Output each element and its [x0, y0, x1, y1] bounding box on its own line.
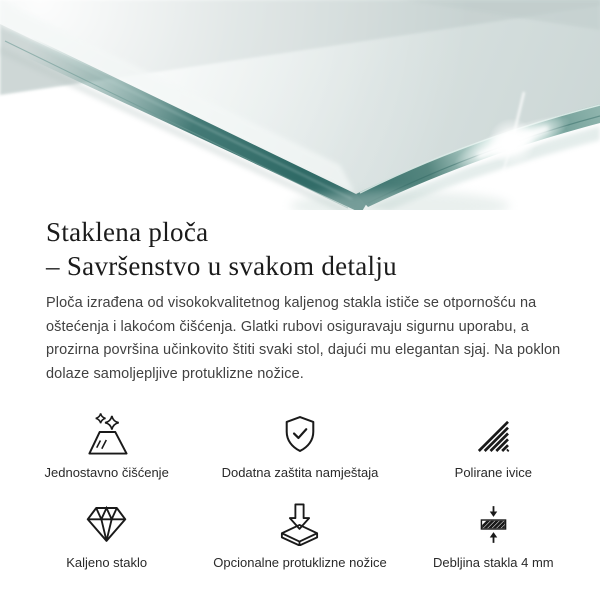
product-image — [0, 0, 600, 210]
feature-label: Dodatna zaštita namještaja — [221, 465, 379, 480]
product-description: Ploča izrađena od visokokvalitetnog kaljenog stakla ističe se otpornošću na oštećenja i lakoćom čišćenja. Glatki rubovi osiguravaju sigurnu uporabu, a prozirna površina učinkovito štiti svaki stol, dajući mu elegantan sjaj. Na poklon dolaze samoljepljive protuklizne nožice. — [46, 295, 561, 382]
features-grid — [0, 408, 600, 572]
anti-slip-feet-icon — [276, 499, 323, 546]
feature-label: Debljina stakla 4 mm — [432, 555, 554, 570]
feature-label: Polirane ivice — [454, 465, 532, 480]
feature-label: Opcionalne protuklizne nožice — [213, 555, 387, 570]
page-title — [0, 215, 600, 283]
product-info-section — [0, 215, 600, 572]
feature-item-polished-edges — [397, 408, 590, 482]
feature-label: Kaljeno staklo — [66, 555, 148, 570]
feature-item-easy-cleaning — [10, 408, 203, 482]
title-line-1: Staklena ploča — [46, 217, 209, 247]
title-line-2: – Savršenstvo u svakom detalju — [46, 251, 397, 281]
feature-item-glass-thickness — [397, 498, 590, 572]
feature-item-tempered-glass — [10, 498, 203, 572]
feature-item-furniture-protection — [203, 408, 396, 482]
glass-thickness-icon — [472, 503, 515, 546]
sparkle-clean-icon — [83, 411, 130, 456]
feature-item-anti-slip-feet — [203, 498, 396, 572]
feature-label: Jednostavno čišćenje — [44, 465, 169, 480]
polished-edges-icon — [473, 416, 513, 456]
glass-panel-illustration — [0, 0, 600, 210]
diamond-icon — [84, 501, 129, 546]
shield-check-icon — [278, 412, 322, 456]
